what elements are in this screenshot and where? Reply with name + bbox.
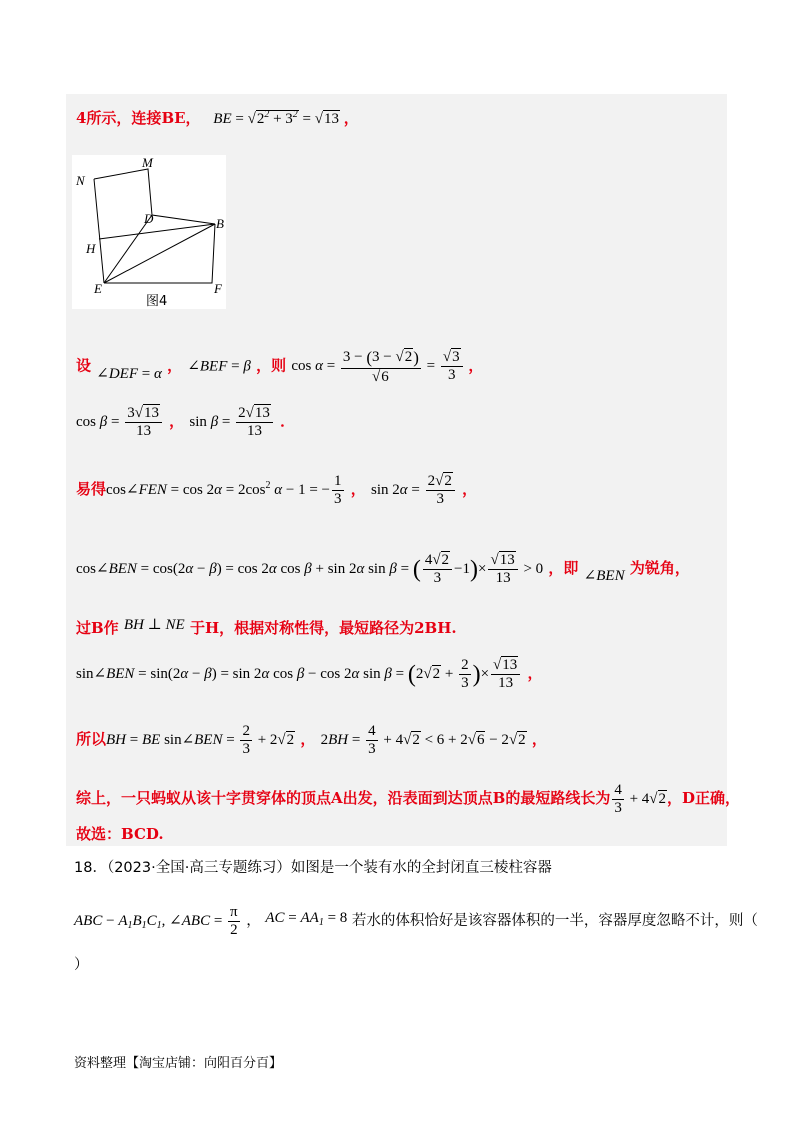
solution-line-7 [76,657,543,693]
answer-text: 故选：BCD. [76,825,164,843]
formula-2bh: 2BH = $\frac{4}{3}$ + 4√2 < 6 + 2√6 − 2√2 [320,723,526,758]
solution-line-9 [76,782,740,818]
solution-text: 易得 [76,480,107,499]
punct: ， [462,480,478,499]
formula-shortest-path: $\frac{4}{3}$ + 4√2 [614,782,667,817]
punct: ， [343,109,359,127]
question-18-line-1 [74,856,552,877]
punct: ， [527,664,543,683]
footer-source: 资料整理【淘宝店铺：向阳百分百】 [74,1056,283,1071]
solution-text: ，D正确， [667,789,741,808]
solution-text: ，即 [548,559,579,578]
question-text: ） [74,957,89,973]
solution-text: ，则 [256,356,287,375]
formula-cos-fen: cos∠FEN = $\cos 2\alpha = 2\cos^2$ α − 1 = − $\frac{1}{3}$ [106,473,342,508]
solution-line-8 [76,723,547,759]
label-d: D [144,211,154,226]
formula-cos-beta: cos β = $\frac{3√13}{13}$ [76,414,164,430]
formula-angle-bef: ∠BEF = β [187,358,251,375]
label-f: F [214,281,222,296]
formula-bh-perp-ne: BH ⊥ NE [123,617,185,633]
solution-text: 所以 [76,730,107,749]
punct: ， [531,730,547,749]
label-m: M [142,155,153,170]
solution-line-1 [76,110,359,127]
solution-text: 设 [76,356,92,375]
formula-cos-ben: cos∠BEN = cos(2α − β) = cos 2α cos β + sin 2α sin β = ( $\frac{4√2}{3}$ −1)× $\frac{√13}{13}$ > 0 [76,552,544,587]
label-b: B [216,216,224,231]
question-18-line-3 [74,953,89,974]
punct: ， [167,356,183,375]
formula-cos-alpha: cos α = $\frac{3 - (3 - √2)}{√6}$ = $\frac{√3}{3}$ [291,358,468,374]
label-n: N [76,173,85,188]
solution-line-4 [76,473,477,509]
geometry-figure-4 [72,155,226,309]
solution-line-3 [76,405,295,441]
figure-caption: 图4 [146,294,168,309]
formula-sin-ben: sin∠BEN = sin(2α − β) = sin 2α cos β − cos 2α sin β = (2√2 + $\frac{2}{3}$ )× $\frac{√13}{13}$ [76,666,522,682]
punct: ， [169,412,185,431]
label-e: E [94,281,102,296]
label-h: H [86,241,96,256]
formula-bh: BH = BE sin∠BEN = $\frac{2}{3}$ + 2√2 [106,723,295,758]
punct: ， [350,480,366,499]
solution-text: 为锐角， [629,559,690,578]
formula-angle-def: ∠DEF = α [96,366,162,383]
solution-line-2 [76,348,483,386]
solution-line-6 [76,617,457,637]
question-text: 若水的体积恰好是该容器体积的一半，容器厚度忽略不计，则（ [351,913,758,930]
formula-ac-aa1: AC = $AA_1 = 8$ [265,910,348,929]
solution-text: 4所示，连接BE， [76,109,201,127]
question-text: 18．（2023·全国·高三专题练习）如图是一个装有水的全封闭直三棱柱容器 [74,860,552,876]
punct: ． [280,412,296,431]
formula-sin-2alpha: sin 2α = $\frac{2√2}{3}$ [371,482,457,498]
formula-be: BE = $√2^2 + 3^2 = √13$ [205,109,339,127]
punct: ， [468,356,484,375]
solution-text: 综上，一只蚂蚁从该十字贯穿体的顶点A出发，沿表面到达顶点B的最短路线长为 [76,789,611,808]
solution-text: 于H，根据对称性得，最短路径为2BH. [189,619,457,637]
solution-line-10 [76,827,164,842]
punct: ， [246,913,261,930]
formula-sin-beta: sin β = $\frac{2√13}{13}$ [189,414,274,430]
question-18-line-2 [74,904,758,940]
punct: ， [300,730,316,749]
solution-text: 过B作 [76,619,119,637]
formula-angle-ben: ∠BEN [583,568,625,585]
formula-prism: ABC − $A_1B_1C_1$, ∠ABC = $\frac{\pi}{2}$ [74,904,238,939]
figure-svg [72,155,226,309]
solution-line-5 [76,552,690,588]
